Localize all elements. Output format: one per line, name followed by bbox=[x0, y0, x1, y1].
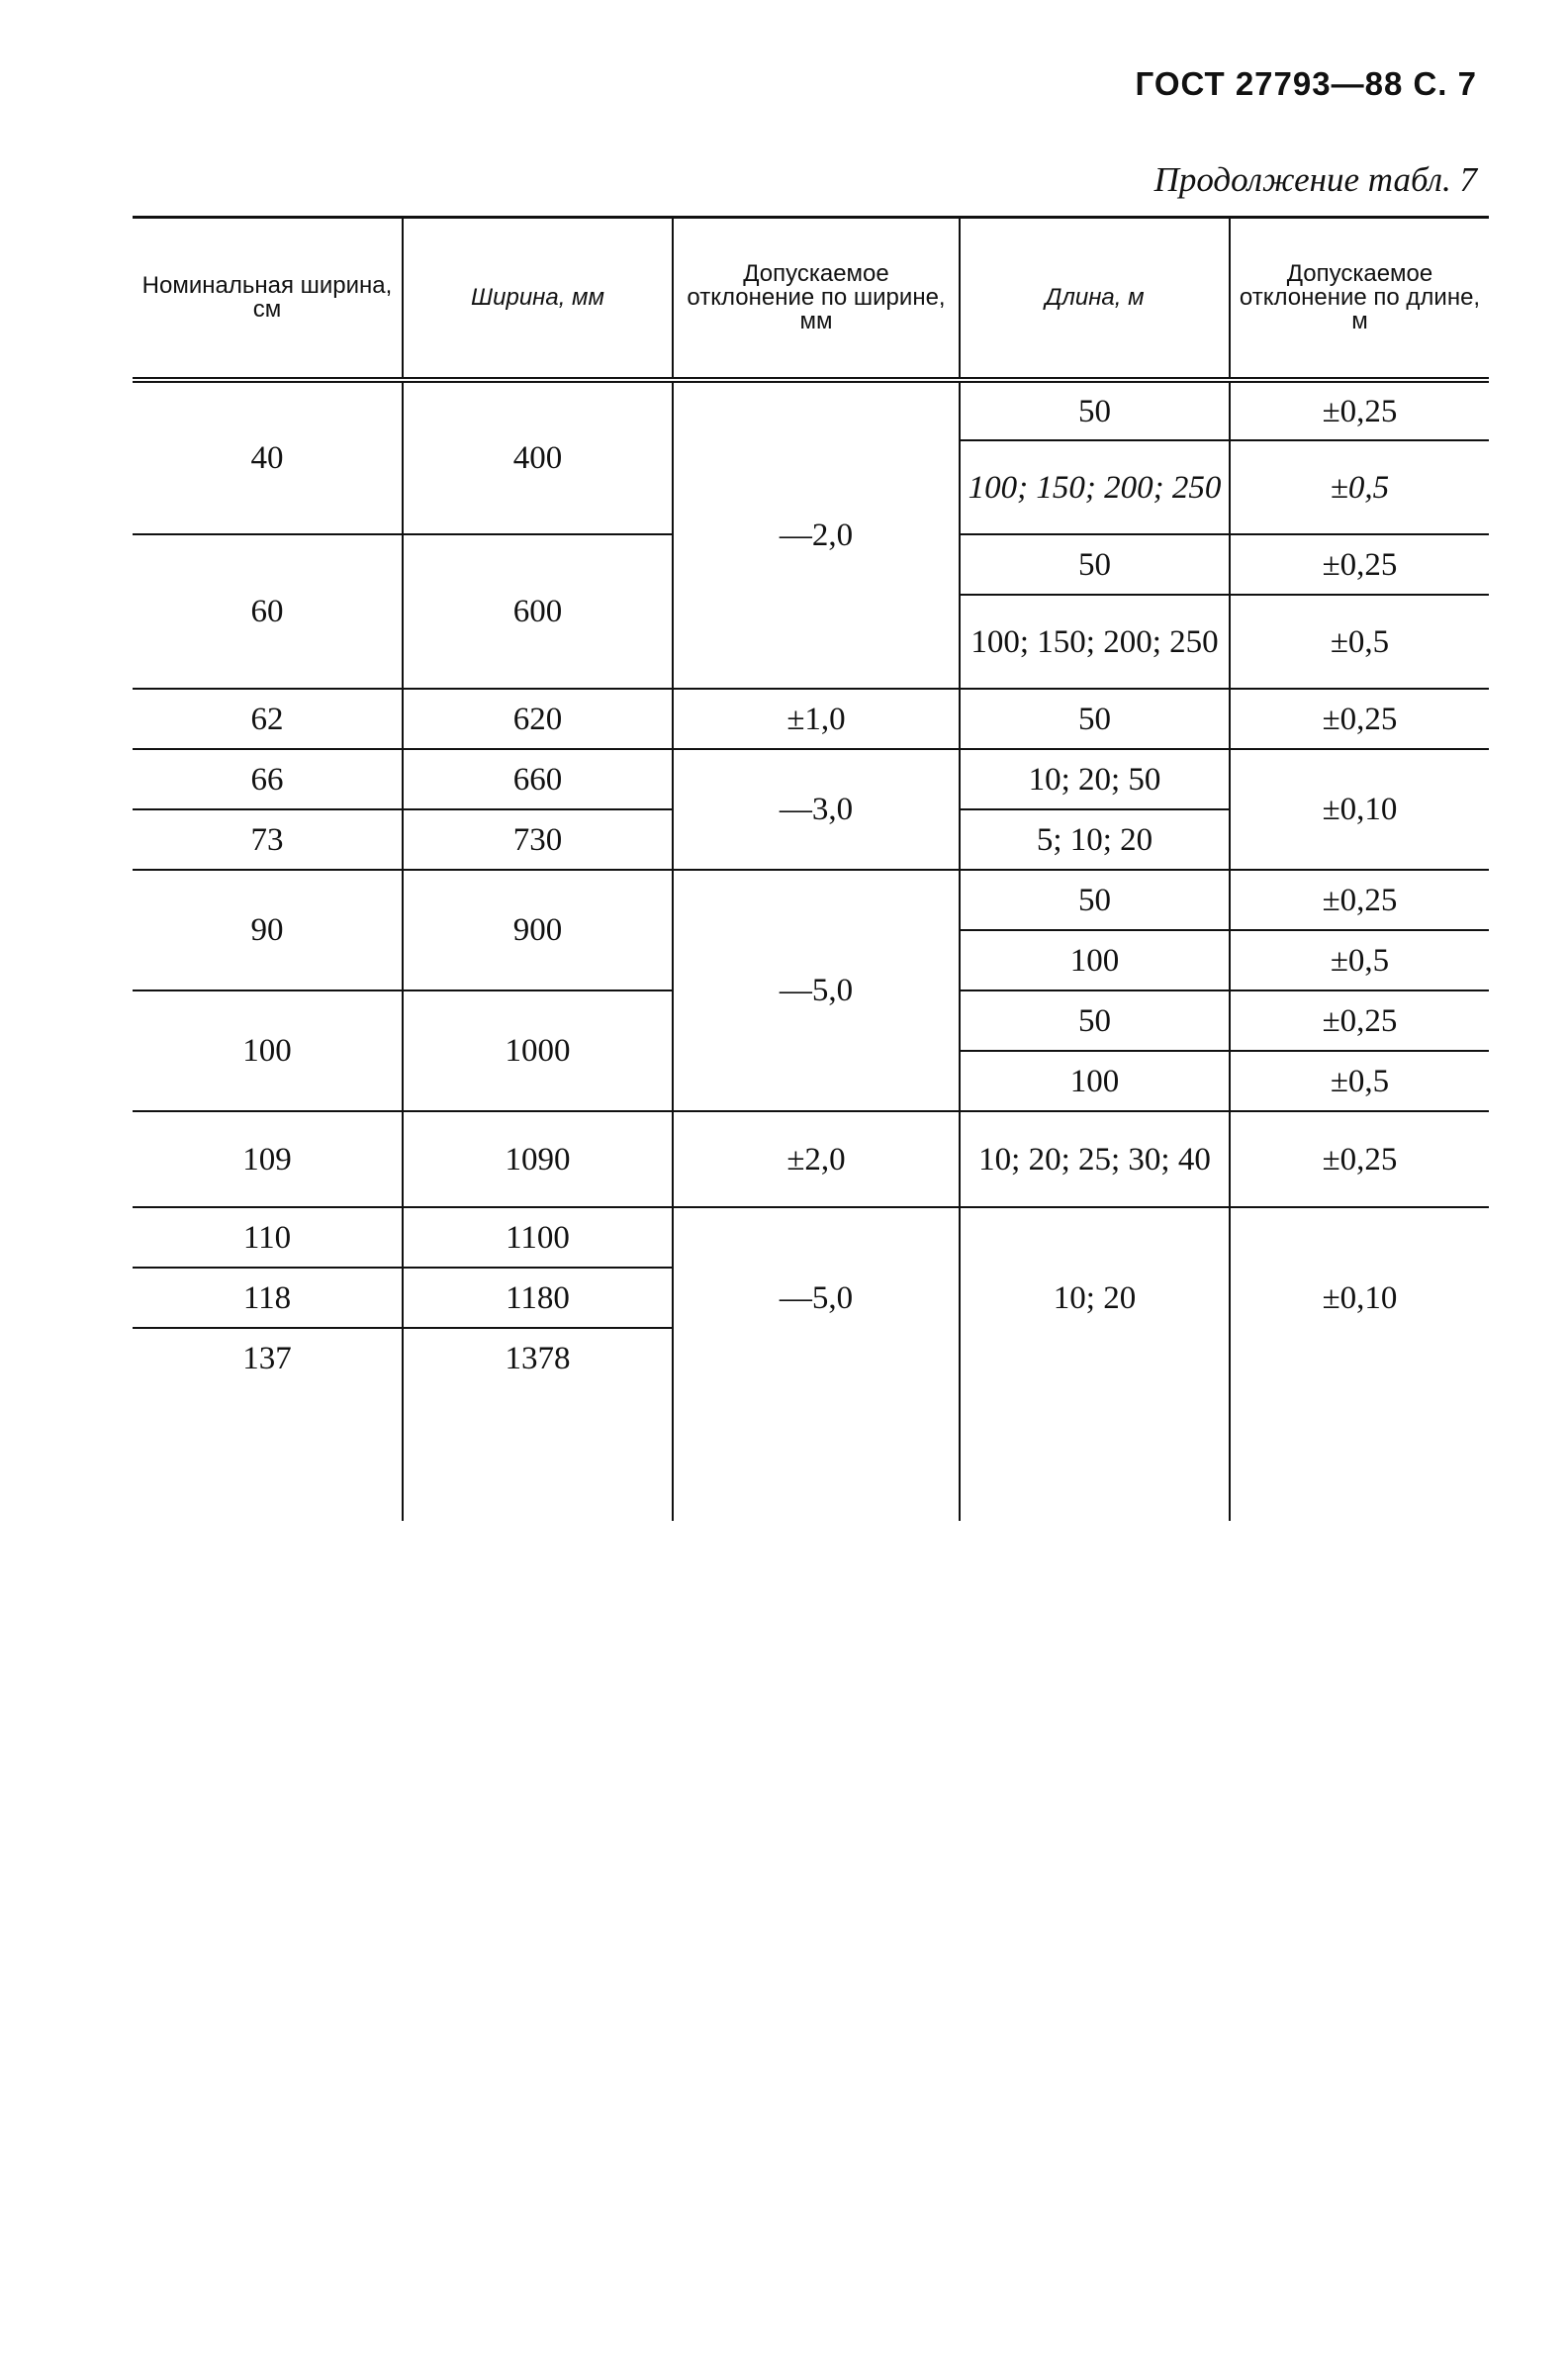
table-row bbox=[133, 689, 1489, 749]
length-deviation-cell: ±0,5 bbox=[1230, 930, 1489, 990]
table-row bbox=[133, 749, 1489, 809]
length-deviation-cell: ±0,25 bbox=[1230, 534, 1489, 595]
col-length: Длина, м bbox=[960, 218, 1230, 381]
length-deviation-cell: ±0,10 bbox=[1230, 749, 1489, 870]
width-deviation-cell: —5,0 bbox=[673, 870, 960, 1111]
table-row bbox=[133, 1207, 1489, 1268]
nominal-cell: 137 bbox=[242, 1341, 292, 1376]
nominal-cell: 66 bbox=[133, 749, 403, 809]
col-width: Ширина, мм bbox=[403, 218, 673, 381]
nominal-cell: 73 bbox=[133, 809, 403, 870]
width-cell: 1180 bbox=[403, 1268, 673, 1328]
nominal-cell: 60 bbox=[133, 534, 403, 689]
length-deviation-cell: ±0,5 bbox=[1230, 595, 1489, 689]
width-cell: 1378 bbox=[403, 1328, 673, 1388]
length-cell: 50 bbox=[960, 990, 1230, 1051]
length-deviation-cell: ±0,25 bbox=[1230, 990, 1489, 1051]
nominal-cell: 62 bbox=[133, 689, 403, 749]
nominal-cell: 109 bbox=[133, 1111, 403, 1207]
length-deviation-cell: ±0,5 bbox=[1230, 440, 1489, 534]
page-header: ГОСТ 27793—88 С. 7 bbox=[1135, 65, 1477, 102]
length-cell: 100 bbox=[960, 930, 1230, 990]
length-cell: 10; 20 bbox=[960, 1207, 1230, 1388]
length-deviation-cell: ±0,25 bbox=[1230, 1111, 1489, 1207]
width-deviation-cell: ±2,0 bbox=[673, 1111, 960, 1207]
length-cell: 10; 20; 50 bbox=[960, 749, 1230, 809]
width-deviation-cell: —3,0 bbox=[673, 749, 960, 870]
col-length-deviation: Допускаемое отклонение по длине, м bbox=[1230, 218, 1489, 381]
length-cell: 50 bbox=[960, 870, 1230, 930]
width-deviation-cell: ±1,0 bbox=[673, 689, 960, 749]
width-deviation-cell: —2,0 bbox=[673, 380, 960, 689]
nominal-cell: 118 bbox=[133, 1268, 403, 1328]
dimensions-table bbox=[133, 216, 1489, 1521]
length-cell: 50 bbox=[960, 689, 1230, 749]
width-cell: 400 bbox=[403, 380, 673, 534]
table-row-empty bbox=[133, 1388, 1489, 1521]
table-row bbox=[133, 870, 1489, 930]
table-row bbox=[133, 380, 1489, 440]
length-deviation-cell: ±0,10 bbox=[1230, 1207, 1489, 1388]
length-cell: 50 bbox=[960, 534, 1230, 595]
length-cell: 50 bbox=[960, 380, 1230, 440]
table-row bbox=[133, 1111, 1489, 1207]
width-cell: 900 bbox=[403, 870, 673, 990]
length-deviation-cell: ±0,25 bbox=[1230, 380, 1489, 440]
length-cell: 100; 150; 200; 250 bbox=[960, 440, 1230, 534]
width-deviation-cell: —5,0 bbox=[673, 1207, 960, 1388]
length-cell: 100; 150; 200; 250 bbox=[960, 595, 1230, 689]
table-caption: Продолжение табл. 7 bbox=[1153, 160, 1477, 199]
width-cell: 600 bbox=[403, 534, 673, 689]
nominal-cell: 40 bbox=[133, 380, 403, 534]
length-deviation-cell: ±0,25 bbox=[1230, 870, 1489, 930]
nominal-cell: 90 bbox=[133, 870, 403, 990]
length-cell: 10; 20; 25; 30; 40 bbox=[960, 1111, 1230, 1207]
nominal-cell: 110 bbox=[133, 1207, 403, 1268]
table-header-row bbox=[133, 218, 1489, 381]
width-cell: 660 bbox=[403, 749, 673, 809]
width-cell: 730 bbox=[403, 809, 673, 870]
length-deviation-cell: ±0,25 bbox=[1230, 689, 1489, 749]
width-cell: 1100 bbox=[403, 1207, 673, 1268]
col-nominal-width: Номинальная ширина, см bbox=[133, 218, 403, 381]
length-deviation-cell: ±0,5 bbox=[1230, 1051, 1489, 1111]
width-cell: 1000 bbox=[403, 990, 673, 1111]
col-width-deviation: Допускаемое отклонение по ширине, мм bbox=[673, 218, 960, 381]
nominal-cell: 100 bbox=[133, 990, 403, 1111]
width-cell: 620 bbox=[403, 689, 673, 749]
length-cell: 5; 10; 20 bbox=[960, 809, 1230, 870]
length-cell: 100 bbox=[960, 1051, 1230, 1111]
width-cell: 1090 bbox=[403, 1111, 673, 1207]
